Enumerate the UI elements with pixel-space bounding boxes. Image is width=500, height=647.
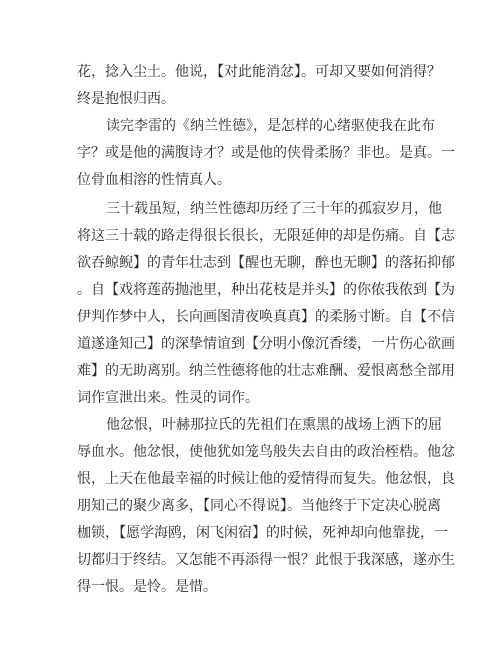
text-line: 切都归于终结。又怎能不再添得一恨？此恨于我深感，遂亦生 (77, 552, 455, 568)
text-line: 花，捻入尘土。他说，【对此能消忿】。可却又要如何消得？ (77, 64, 441, 80)
paragraph-start-line: 三十载虽短，纳兰性德却历经了三十年的孤寂岁月，他 (106, 201, 442, 217)
paragraph-start-line: 读完李雷的《纳兰性德》，是怎样的心绪驱使我在此布 (106, 118, 435, 134)
text-line: 道遂逢知己】的深挚情谊到【分明小像沉香缕，一片伤心欲画 (77, 336, 455, 352)
text-line: 得一恨。是怜。是惜。 (77, 579, 217, 595)
text-line: 伊判作梦中人，长向画图清夜唤真真】的柔肠寸断。自【不信 (77, 309, 455, 325)
text-line: 欲吞鲸鲵】的青年壮志到【醒也无聊，醉也无聊】的落拓抑郁 (77, 255, 455, 271)
text-line: 词作宣泄出来。性灵的词作。 (77, 390, 259, 406)
text-line: 字？或是他的满腹诗才？或是他的侠骨柔肠？非也。是真。一 (77, 145, 455, 161)
text-line: 难】的无助离别。纳兰性德将他的壮志难酬、爱恨离愁全部用 (77, 363, 455, 379)
text-line: 位骨血相溶的性情真人。 (77, 172, 231, 188)
paragraph-start-line: 他忿恨，叶赫那拉氏的先祖们在熏黑的战场上洒下的屈 (106, 417, 442, 433)
text-line: 枷锁，【愿学海鸥，闲飞闲宿】的时候，死神却向他靠拢，一 (77, 525, 448, 541)
text-line: 终是抱恨归西。 (77, 91, 175, 107)
text-line: 恨，上天在他最幸福的时候让他的爱情得而复失。他忿恨，良 (77, 471, 455, 487)
text-line: 朋知己的聚少离多，【同心不得说】。当他终于下定决心脱离 (77, 498, 441, 514)
text-line: 将这三十载的路走得很长很长，无限延伸的却是伤痛。自【志 (77, 228, 455, 244)
text-line: 辱血水。他忿恨，使他犹如笼鸟般失去自由的政治桎梏。他忿 (77, 444, 455, 460)
text-line: 。自【戏将莲菂抛池里，种出花枝是并头】的你侬我侬到【为 (77, 282, 455, 298)
